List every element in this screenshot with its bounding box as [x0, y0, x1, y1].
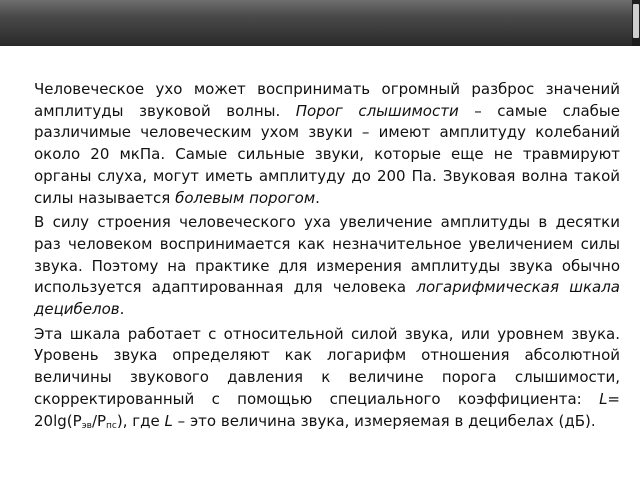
paragraph-hearing-range [34, 79, 620, 209]
paragraph-decibel-scale [34, 212, 620, 321]
top-dark-bar [0, 0, 640, 46]
scrollbar-thumb[interactable] [633, 4, 639, 38]
scrollbar[interactable] [632, 0, 640, 46]
formula-text: = 20lg(P [34, 389, 620, 430]
formula-text: /P [91, 411, 107, 430]
paragraph-text: где [127, 411, 165, 430]
paragraph-text: Эта шкала работает с относительной силой звука, или уровнем звука. Уровень звука определяют как логарифм отношения абсолютной величины звукового давления к величине порога слышимости, скорректированный с помощью специального коэффициента: [34, 324, 620, 408]
term-hearing-threshold: Порог слышимости [295, 101, 459, 120]
formula-subscript: пс [106, 420, 117, 431]
formula-variable: L [599, 389, 608, 408]
formula-text: ), [116, 411, 128, 430]
paragraph-text: В силу строения человеческого уха увеличение амплитуды в десятки раз человеком воспринимается как незначительное увеличением силы звука. Поэтому на практике для измерения амплитуды звука обычно используется адаптированная для человека [34, 213, 620, 297]
paragraph-text: Человеческое ухо может воспринимать огромный разброс значений амплитуды звуковой волны. [34, 80, 620, 120]
text-content [34, 79, 620, 435]
paragraph-text: . [315, 188, 320, 207]
paragraph-text: – это величина звука, измеряемая в децибелах (дБ). [172, 411, 596, 430]
term-log-decibel-scale: логарифмическая шкала децибелов [34, 278, 620, 319]
formula-variable: L [164, 411, 173, 430]
term-pain-threshold: болевым порогом [175, 188, 316, 207]
paragraph-sound-level [34, 324, 620, 433]
formula-subscript: эв [81, 420, 92, 431]
paragraph-text: – самые слабые различимые человеческим ухом звуки – имеют амплитуду колебаний около 20 мкПа. Самые сильные звуки, которые еще не травмируют органы слуха, могут иметь амплитуду до 200 Па. Звуковая волна такой силы называется [34, 101, 620, 207]
paragraph-text: . [119, 300, 125, 319]
